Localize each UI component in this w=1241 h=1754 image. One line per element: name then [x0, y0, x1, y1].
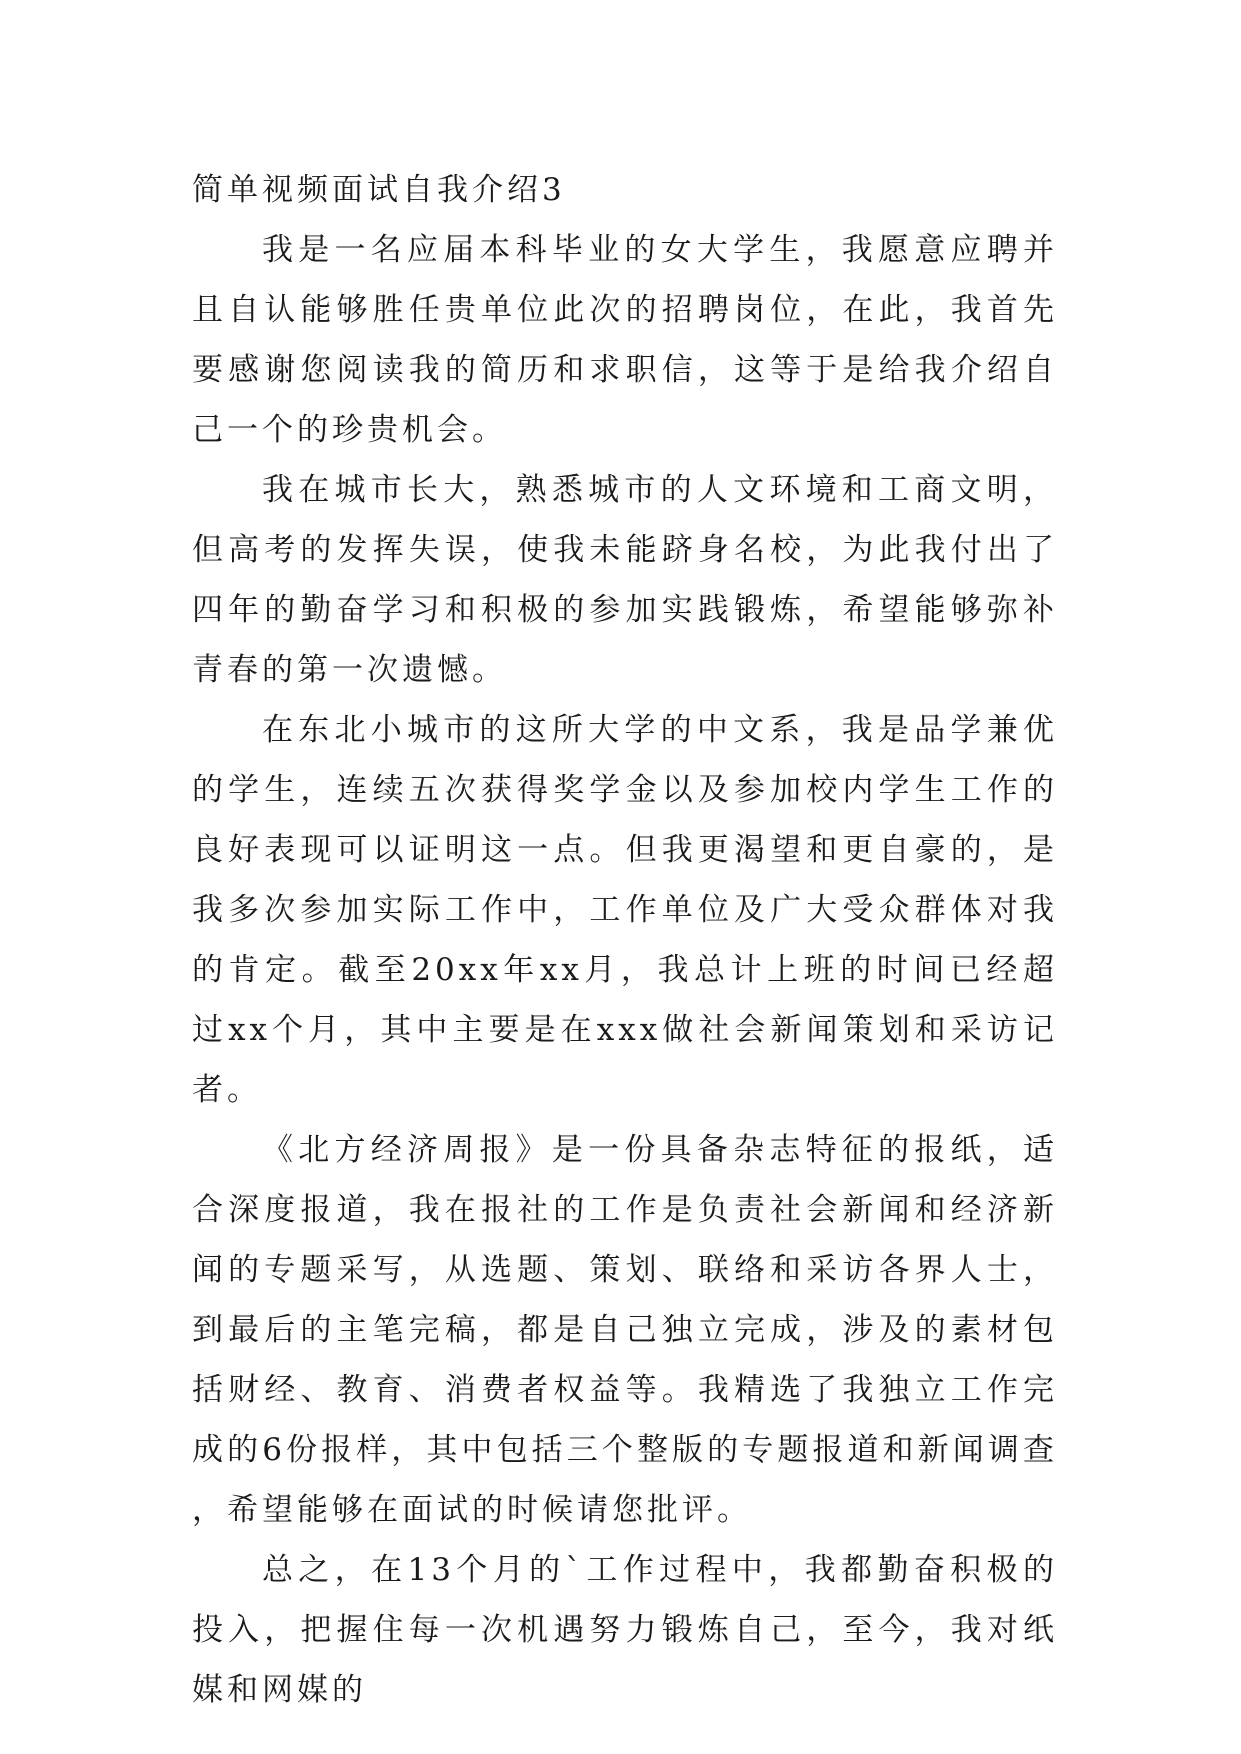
paragraph-2: 我在城市长大，熟悉城市的人文环境和工商文明，但高考的发挥失误，使我未能跻身名校，为此我付出了四年的勤奋学习和积极的参加实践锻炼，希望能够弥补青春的第一次遗憾。 — [192, 472, 1058, 688]
document-title: 简单视频面试自我介绍3 — [192, 172, 566, 208]
paragraph-3: 在东北小城市的这所大学的中文系，我是品学兼优的学生，连续五次获得奖学金以及参加校内学生工作的良好表现可以证明这一点。但我更渴望和更自豪的，是我多次参加实际工作中，工作单位及广大受众群体对我的肯定。截至20xx年xx月，我总计上班的时间已经超过xx个月，其中主要是在xxx做社会新闻策划和采访记者。 — [192, 712, 1058, 1108]
paragraph-4: 《北方经济周报》是一份具备杂志特征的报纸，适合深度报道，我在报社的工作是负责社会新闻和经济新闻的专题采写，从选题、策划、联络和采访各界人士，到最后的主笔完稿，都是自己独立完成，涉及的素材包括财经、教育、消费者权益等。我精选了我独立工作完成的6份报样，其中包括三个整版的专题报道和新闻调查，希望能够在面试的时候请您批评。 — [192, 1132, 1058, 1528]
paragraph-5: 总之，在13个月的`工作过程中，我都勤奋积极的投入，把握住每一次机遇努力锻炼自己，至今，我对纸媒和网媒的 — [192, 1552, 1058, 1708]
paragraph-1: 我是一名应届本科毕业的女大学生，我愿意应聘并且自认能够胜任贵单位此次的招聘岗位，在此，我首先要感谢您阅读我的简历和求职信，这等于是给我介绍自己一个的珍贵机会。 — [192, 232, 1058, 448]
document-page — [192, 160, 1058, 1720]
